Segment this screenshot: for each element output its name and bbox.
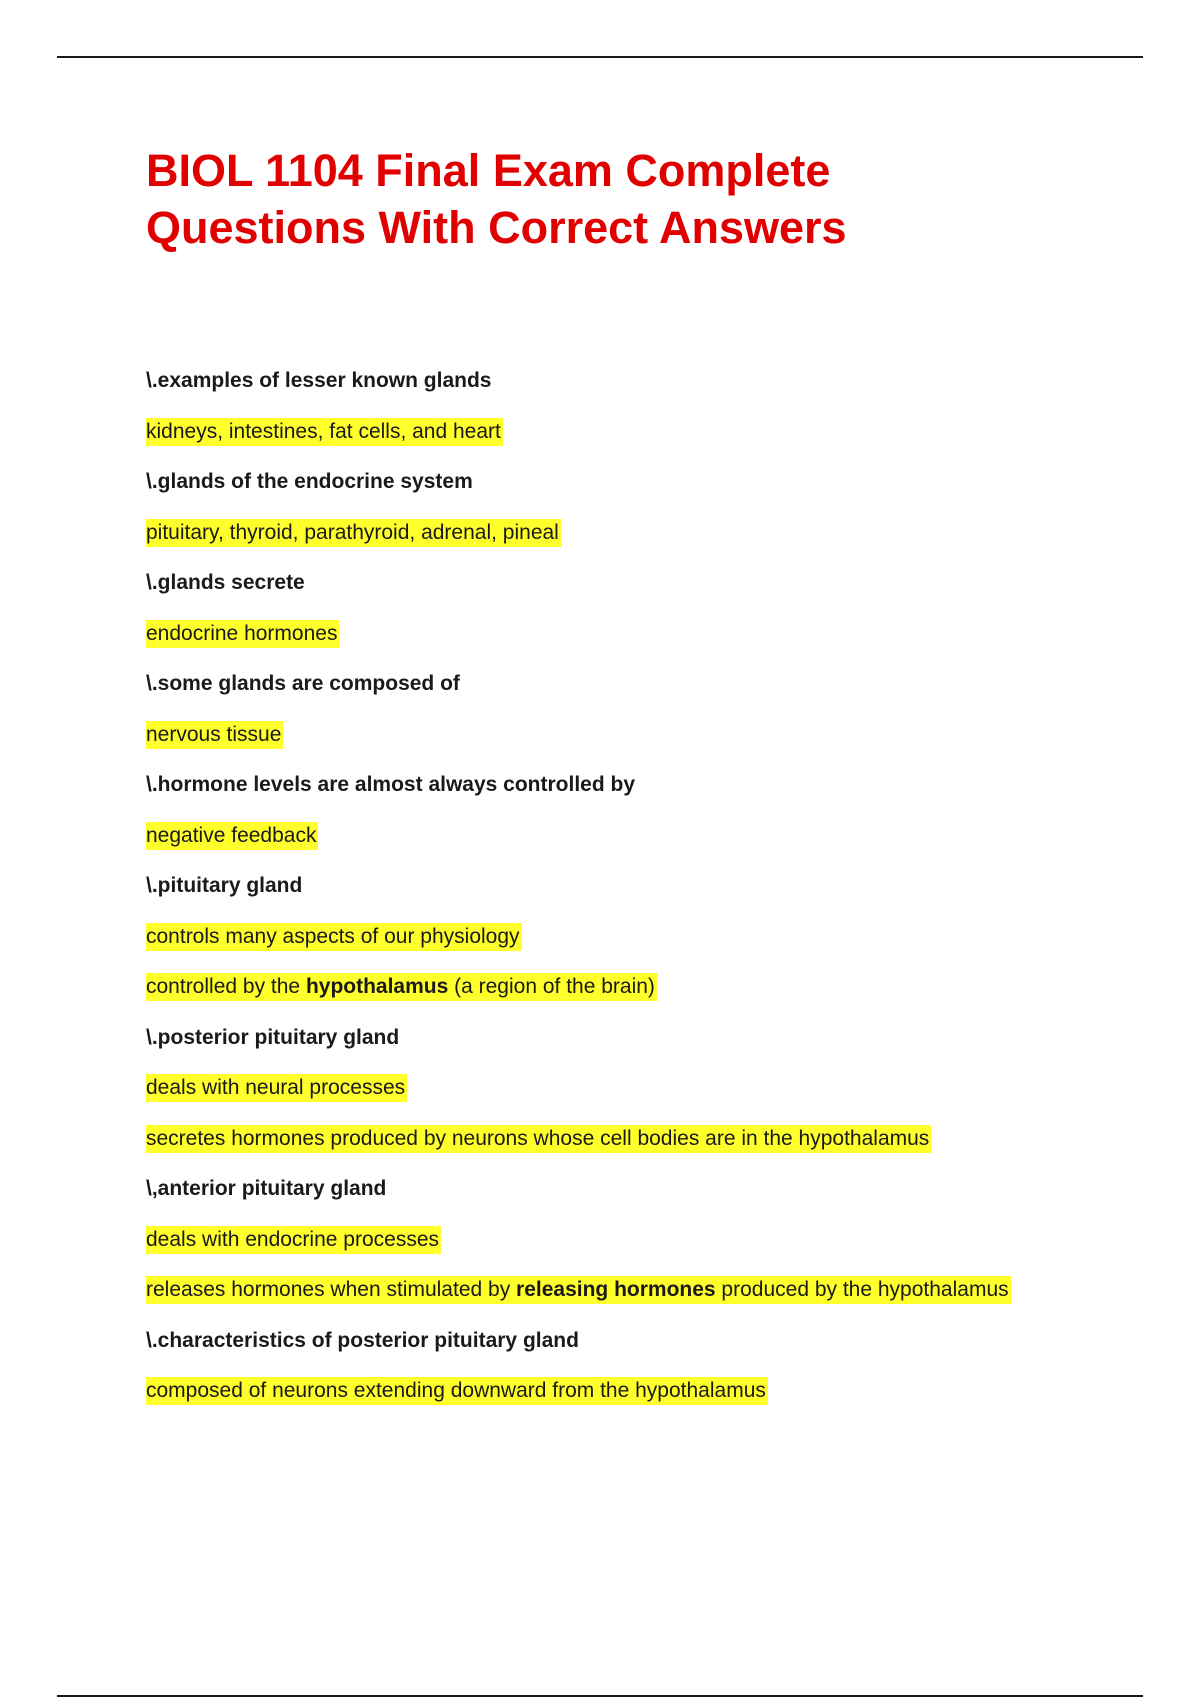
question-1: \.examples of lesser known glands	[146, 369, 492, 392]
question-6: \.pituitary gland	[146, 874, 303, 897]
answer-8a: deals with endocrine processes	[146, 1225, 1146, 1255]
answer-4: nervous tissue	[146, 720, 1146, 750]
answer-8b: releases hormones when stimulated by releasing hormones produced by the hypothalamus	[146, 1275, 1146, 1305]
top-rule	[57, 56, 1143, 58]
question-7: \.posterior pituitary gland	[146, 1025, 400, 1049]
question-5: \.hormone levels are almost always controlled by	[146, 773, 636, 796]
question-8: \,anterior pituitary gland	[146, 1177, 387, 1200]
answer-6b: controlled by the hypothalamus (a region of the brain)	[146, 972, 1146, 1002]
question-2: \.glands of the endocrine system	[146, 470, 473, 493]
answer-7b: secretes hormones produced by neurons whose cell bodies are in the hypothalamus	[146, 1124, 1146, 1154]
title-line-2: Questions With Correct Answers	[146, 202, 847, 253]
answer-1: kidneys, intestines, fat cells, and heart	[146, 417, 1146, 447]
document-title	[146, 142, 1146, 256]
question-3: \.glands secrete	[146, 571, 305, 594]
title-line-1: BIOL 1104 Final Exam Complete	[146, 145, 831, 196]
answer-2: pituitary, thyroid, parathyroid, adrenal, pineal	[146, 518, 1146, 548]
qa-list	[146, 366, 1146, 1427]
answer-6a: controls many aspects of our physiology	[146, 922, 1146, 952]
answer-7a: deals with neural processes	[146, 1073, 1146, 1103]
question-4: \.some glands are composed of	[146, 672, 460, 695]
answer-3: endocrine hormones	[146, 619, 1146, 649]
question-9: \.characteristics of posterior pituitary gland	[146, 1328, 579, 1352]
answer-5: negative feedback	[146, 821, 1146, 851]
answer-9: composed of neurons extending downward from the hypothalamus	[146, 1376, 1146, 1406]
bottom-rule	[57, 1695, 1143, 1697]
